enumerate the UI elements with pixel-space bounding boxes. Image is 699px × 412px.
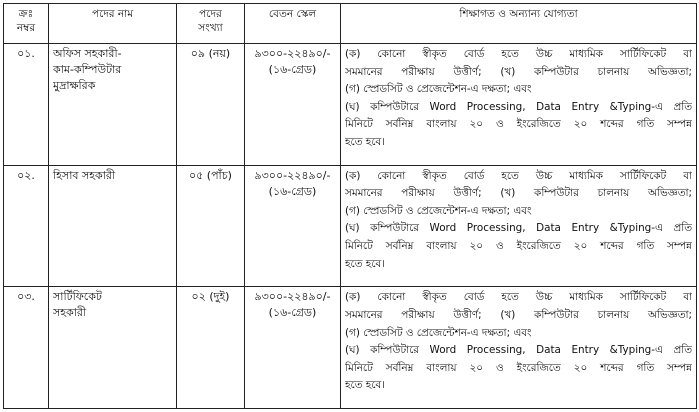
pay-grade-line: (১৬-গ্রেড): [268, 63, 317, 76]
pay-scale-cell: [245, 287, 341, 409]
qualification-line: মিনিটে সর্বনিম্ন বাংলায় ২০ ও ইংরেজিতে ২০ শব্দের গতি সম্পন্ন: [345, 361, 692, 374]
qualification-line: সমমানের পরীক্ষায় উত্তীর্ণ; (খ) কম্পিউটার চালনায় অভিজ্ঞতা;: [345, 187, 692, 200]
qualification-cell: [341, 44, 697, 166]
header-qualification: [341, 4, 697, 44]
qualification-line: (ক) কোনো স্বীকৃত বোর্ড হতে উচ্চ মাধ্যমিক সার্টিফিকেট বা: [345, 169, 692, 182]
table-row: [4, 165, 697, 287]
pay-scale-cell: [245, 165, 341, 287]
post-name-cell: [49, 165, 177, 287]
header-row: [4, 4, 697, 44]
header-post-name-label: পদের নাম: [91, 8, 134, 20]
qualification-line: সমমানের পরীক্ষায় উত্তীর্ণ; (খ) কম্পিউটার চালনায় অভিজ্ঞতা;: [345, 65, 692, 78]
header-pay-scale-label: বেতন স্কেল: [268, 8, 317, 20]
qualification-line: (গ) স্প্রেডসিট ও প্রেজেন্টেশন-এ দক্ষতা; এবং: [345, 83, 532, 96]
qualification-line: হতে হবে।: [345, 257, 385, 270]
header-serial: [4, 4, 49, 44]
header-qualification-label: শিক্ষাগত ও অন্যান্য যোগ্যতা: [459, 8, 578, 20]
qualification-line: (গ) স্প্রেডসিট ও প্রেজেন্টেশন-এ দক্ষতা; এবং: [345, 326, 532, 339]
qualification-line: (ক) কোনো স্বীকৃত বোর্ড হতে উচ্চ মাধ্যমিক সার্টিফিকেট বা: [345, 48, 692, 60]
header-post-count-line: পদের: [199, 8, 222, 20]
header-post-name: [49, 4, 177, 44]
qualification-line: (ঘ) কম্পিউটারে Word Processing, Data Entry &Typing-এ প্রতি: [345, 100, 692, 113]
post-name-line: হিসাব সহকারী: [53, 168, 116, 182]
qualification-cell: [341, 165, 697, 287]
post-name-line: সার্টিফিকেট: [53, 290, 102, 304]
qualification-line: (ঘ) কম্পিউটারে Word Processing, Data Entry &Typing-এ প্রতি: [345, 344, 692, 357]
pay-scale-line: ৯৩০০-২২৪৯০/-: [254, 47, 331, 60]
pay-grade-line: (১৬-গ্রেড): [268, 306, 317, 320]
table-row: [4, 44, 697, 166]
qualification-line: মিনিটে সর্বনিম্ন বাংলায় ২০ ও ইংরেজিতে ২০ শব্দের গতি সম্পন্ন: [345, 118, 692, 131]
post-name-line: কাম-কম্পিউটার: [53, 63, 122, 76]
post-count-cell: ০২ (দুই): [177, 287, 245, 409]
header-pay-scale: [245, 4, 341, 44]
qualification-line: হতে হবে।: [345, 379, 385, 392]
qualification-line: মিনিটে সর্বনিম্ন বাংলায় ২০ ও ইংরেজিতে ২০ শব্দের গতি সম্পন্ন: [345, 240, 692, 253]
post-count-cell: ০৯ (নয়): [177, 44, 245, 166]
pay-scale-line: ৯৩০০-২২৪৯০/-: [254, 290, 331, 304]
header-serial-line: নম্বর: [16, 22, 36, 34]
header-post-count-line: সংখ্যা: [198, 22, 223, 34]
header-serial-line: ক্রঃ: [18, 8, 34, 20]
serial-cell: ০১.: [4, 44, 49, 166]
post-name-cell: [49, 287, 177, 409]
pay-grade-line: (১৬-গ্রেড): [268, 184, 317, 198]
qualification-line: সমমানের পরীক্ষায় উত্তীর্ণ; (খ) কম্পিউটার চালনায় অভিজ্ঞতা;: [345, 308, 692, 321]
header-post-count: [177, 4, 245, 44]
post-name-line: সহকারী: [53, 306, 87, 320]
qualification-cell: [341, 287, 697, 409]
qualification-line: (ঘ) কম্পিউটারে Word Processing, Data Entry &Typing-এ প্রতি: [345, 222, 692, 235]
serial-cell: ০৩.: [4, 287, 49, 409]
vacancy-table: [3, 3, 697, 409]
qualification-line: (গ) স্প্রেডসিট ও প্রেজেন্টেশন-এ দক্ষতা; এবং: [345, 204, 532, 217]
qualification-line: হতে হবে।: [345, 135, 385, 148]
pay-scale-cell: [245, 44, 341, 166]
serial-cell: ০২.: [4, 165, 49, 287]
post-count-cell: ০৫ (পাঁচ): [177, 165, 245, 287]
post-name-cell: [49, 44, 177, 166]
qualification-line: (ক) কোনো স্বীকৃত বোর্ড হতে উচ্চ মাধ্যমিক সার্টিফিকেট বা: [345, 291, 692, 304]
table-row: [4, 287, 697, 409]
pay-scale-line: ৯৩০০-২২৪৯০/-: [254, 168, 331, 182]
post-name-line: মুদ্রাক্ষরিক: [53, 79, 96, 92]
post-name-line: অফিস সহকারী-: [53, 47, 122, 60]
